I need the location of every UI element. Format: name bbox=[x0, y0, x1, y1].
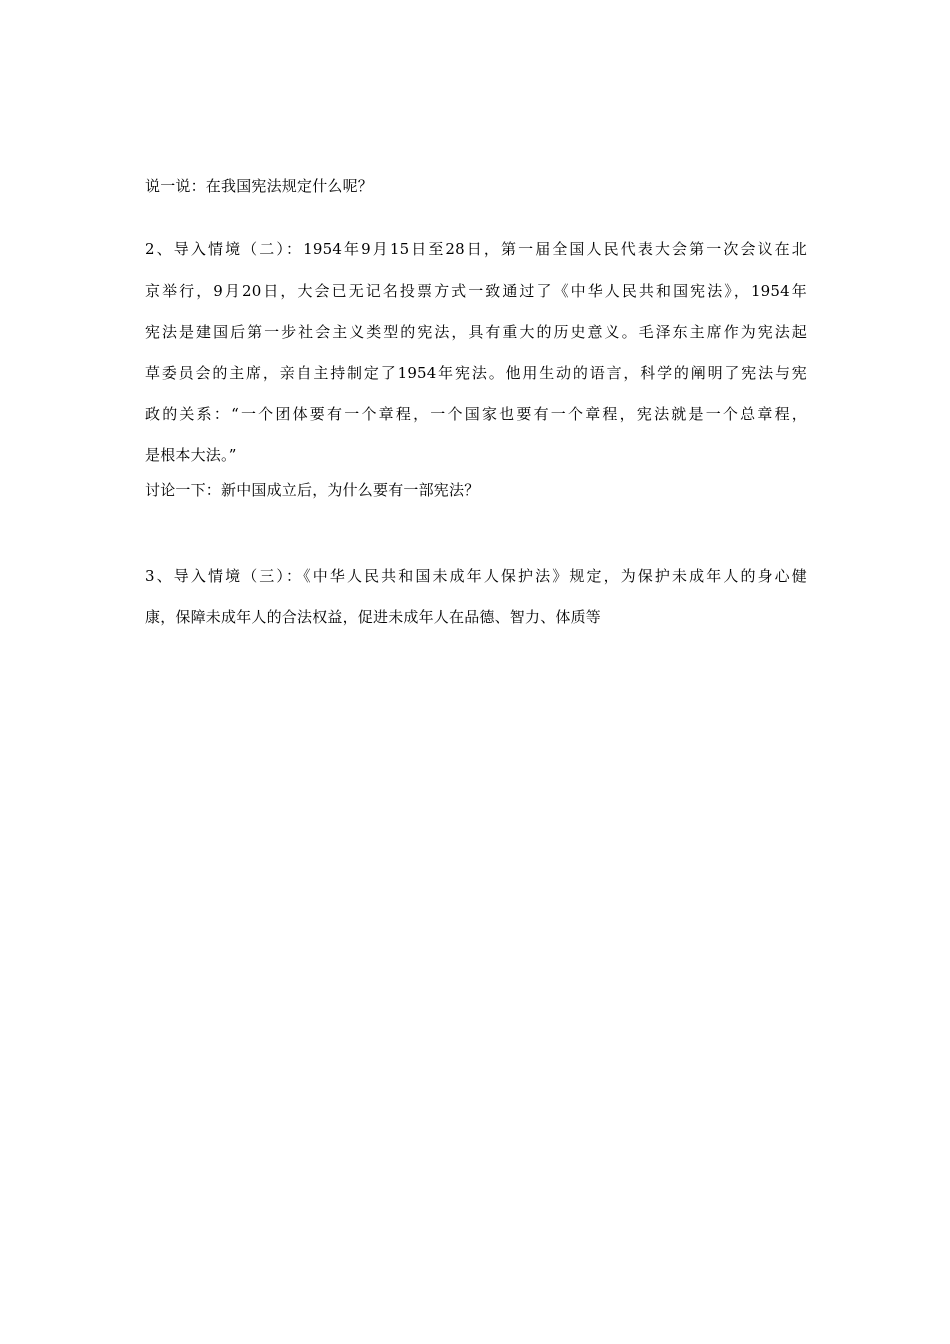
section-2-line-1: 2、导入情境（二）：1954年9月15日至28日，第一届全国人民代表大会第一次会议在北 bbox=[145, 240, 807, 258]
section-2-line-6: 是根本大法。” bbox=[145, 446, 237, 464]
section-2-line-3: 宪法是建国后第一步社会主义类型的宪法，具有重大的历史意义。毛泽东主席作为宪法起 bbox=[145, 323, 807, 341]
section-3-line-2: 康，保障未成年人的合法权益，促进未成年人在品德、智力、体质等 bbox=[145, 608, 602, 626]
section-2-line-5: 政的关系：“一个团体要有一个章程，一个国家也要有一个章程，宪法就是一个总章程， bbox=[145, 405, 807, 423]
section-2-line-2: 京举行，9月20日，大会已无记名投票方式一致通过了《中华人民共和国宪法》，1954年 bbox=[145, 282, 807, 300]
section-3-line-1: 3、导入情境（三）：《中华人民共和国未成年人保护法》规定，为保护未成年人的身心健 bbox=[145, 567, 807, 585]
section-2-line-4: 草委员会的主席，亲自主持制定了1954年宪法。他用生动的语言，科学的阐明了宪法与宪 bbox=[145, 364, 807, 382]
prompt-say-text: 说一说：在我国宪法规定什么呢？ bbox=[145, 177, 374, 195]
discussion-prompt-text: 讨论一下：新中国成立后，为什么要有一部宪法？ bbox=[145, 481, 480, 499]
